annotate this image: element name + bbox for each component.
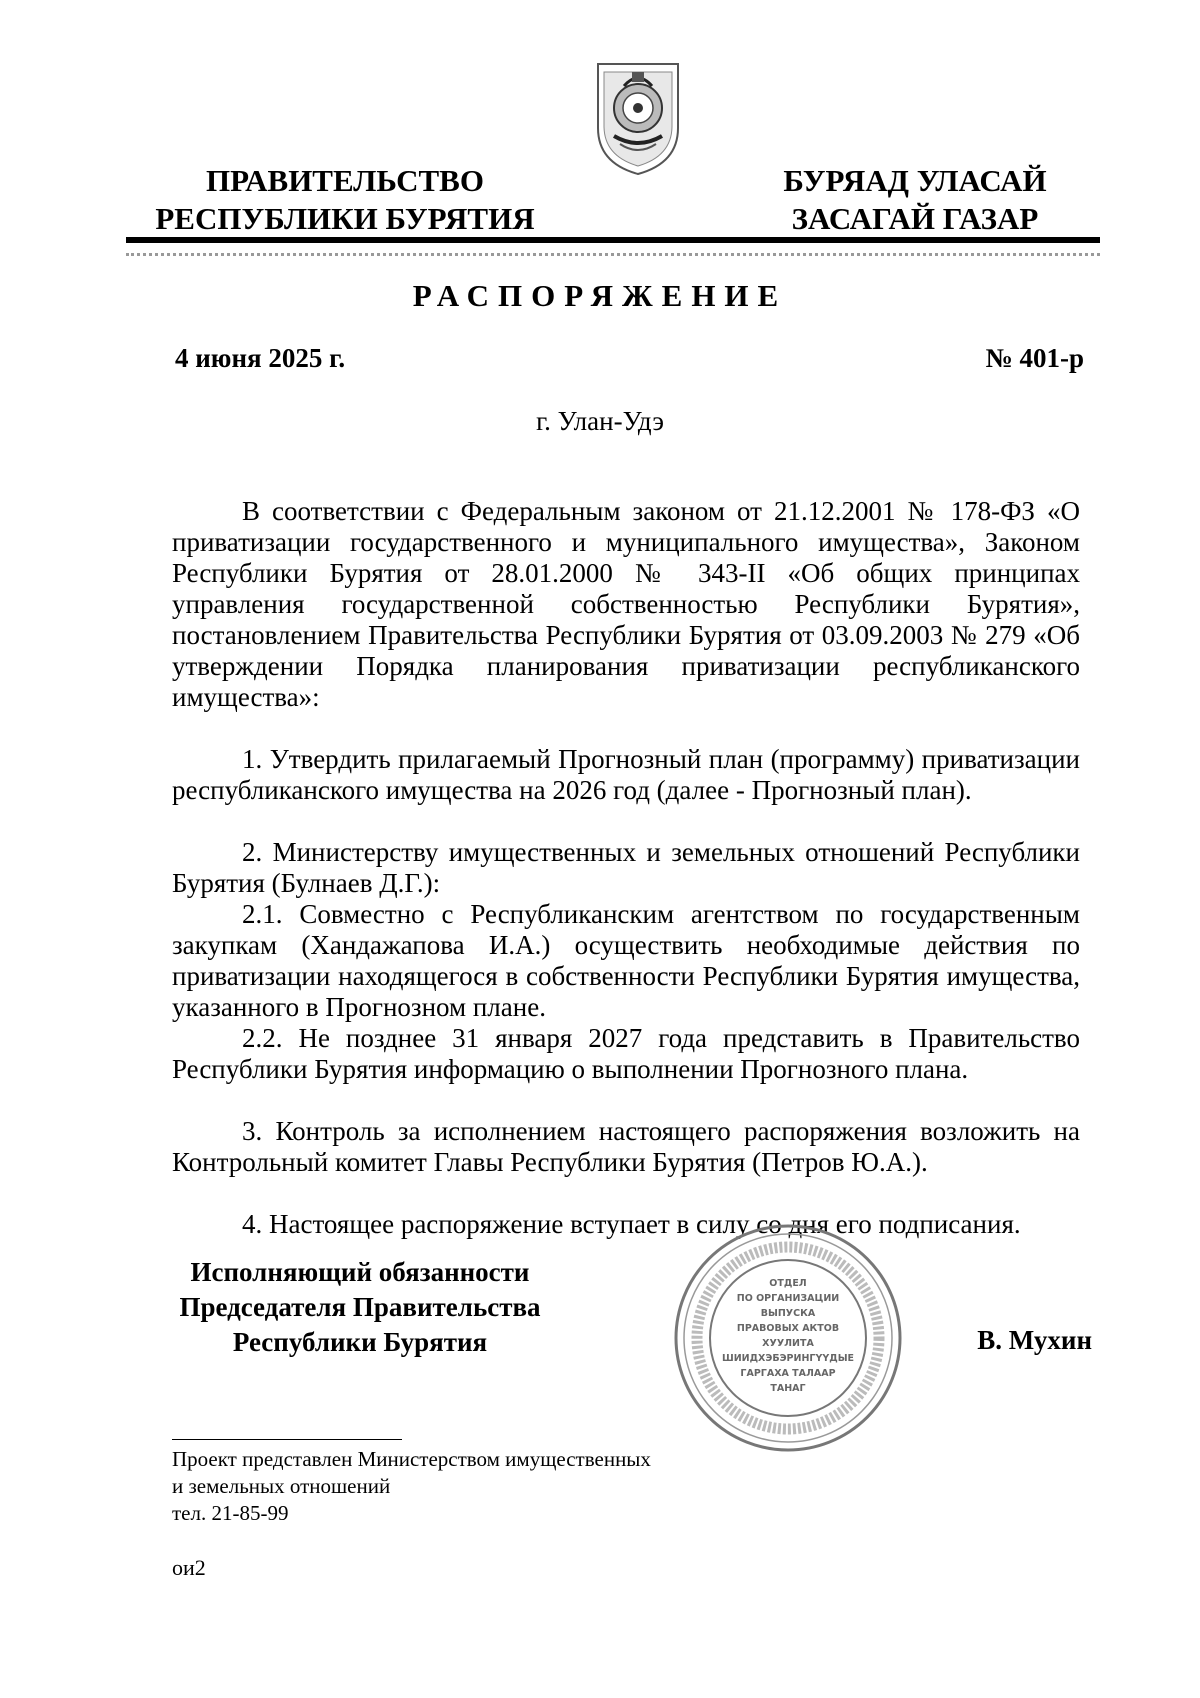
- paragraph-4: 4. Настоящее распоряжение вступает в силу со дня его подписания.: [242, 1209, 1021, 1239]
- seal-text-line: ВЫПУСКА: [760, 1308, 816, 1319]
- document-body: [172, 496, 1080, 1240]
- document-city: г. Улан-Удэ: [536, 406, 664, 436]
- coat-of-arms-icon: [594, 58, 682, 178]
- document-number: № 401-р: [985, 343, 1084, 373]
- paragraph-2-2: 2.2. Не позднее 31 января 2027 года представить в Правительство Республики Бурятия информацию о выполнении Прогнозного плана.: [172, 1023, 1080, 1084]
- seal-text-line: ХУУЛИТА: [762, 1338, 814, 1349]
- header-dotted-divider: [126, 253, 1100, 256]
- header-left-line2: РЕСПУБЛИКИ БУРЯТИЯ: [155, 201, 535, 236]
- signatory-title-line3: Республики Бурятия: [232, 1327, 488, 1357]
- paragraph-3: 3. Контроль за исполнением настоящего распоряжения возложить на Контрольный комитет Главы Республики Бурятия (Петров Ю.А.).: [172, 1116, 1080, 1177]
- header-left-line1: ПРАВИТЕЛЬСТВО: [206, 163, 484, 198]
- project-note: [172, 1446, 651, 1527]
- seal-text-line: ПО ОРГАНИЗАЦИИ: [736, 1293, 840, 1304]
- signatory-title-line1: Исполняющий обязанности: [190, 1257, 530, 1287]
- project-note-line1: Проект представлен Министерством имущественных: [172, 1447, 651, 1471]
- seal-text-line: ПРАВОВЫХ АКТОВ: [736, 1323, 840, 1334]
- government-name-ru: [155, 162, 535, 238]
- header-divider: [126, 237, 1100, 243]
- document-date: 4 июня 2025 г.: [175, 343, 346, 373]
- seal-text-line: ГАРГАХА ТАЛААР: [740, 1368, 836, 1379]
- seal-text-line: ШИИДХЭБЭРИНГҮҮДЫЕ: [721, 1353, 855, 1364]
- signatory-title-line2: Председателя Правительства: [179, 1292, 541, 1322]
- paragraph-2-1: 2.1. Совместно с Республиканским агентством по государственным закупкам (Хандажапова И.А.) осуществить необходимые действия по приватизации находящегося в собственности Республики Бурятия имущества, указанного в Прогнозном плане.: [172, 899, 1080, 1022]
- document-type: РАСПОРЯЖЕНИЕ: [412, 278, 788, 313]
- project-note-phone: тел. 21-85-99: [172, 1501, 289, 1525]
- signatory-title: [150, 1255, 570, 1360]
- header-right-line2: ЗАСАГАЙ ГАЗАР: [791, 201, 1039, 236]
- paragraph-1: 1. Утвердить прилагаемый Прогнозный план (программу) приватизации республиканского имущества на 2026 год (далее - Прогнозный план).: [172, 744, 1080, 805]
- footnote-divider: [172, 1439, 402, 1440]
- seal-text-line: ТАНАГ: [770, 1383, 806, 1394]
- seal-text-line: ОТДЕЛ: [769, 1278, 807, 1289]
- header-right-line1: БУРЯАД УЛАСАЙ: [783, 163, 1047, 198]
- paragraph-2: 2. Министерству имущественных и земельных отношений Республики Бурятия (Булнаев Д.Г.):: [172, 837, 1080, 898]
- signatory-name: В. Мухин: [977, 1325, 1092, 1355]
- project-note-line2: и земельных отношений: [172, 1474, 391, 1498]
- government-name-bua: [770, 162, 1060, 238]
- document-code: ои2: [172, 1555, 206, 1580]
- paragraph-intro: В соответствии с Федеральным законом от 21.12.2001 № 178-ФЗ «О приватизации государственного и муниципального имущества», Законом Республики Бурятия от 28.01.2000 № 343-II «Об общих принципах управления государственной собственностью Республики Бурятия», постановлением Правительства Республики Бурятия от 03.09.2003 № 279 «Об утверждении Порядка планирования приватизации республиканского имущества»:: [172, 496, 1080, 712]
- official-seal-icon: [672, 1222, 904, 1454]
